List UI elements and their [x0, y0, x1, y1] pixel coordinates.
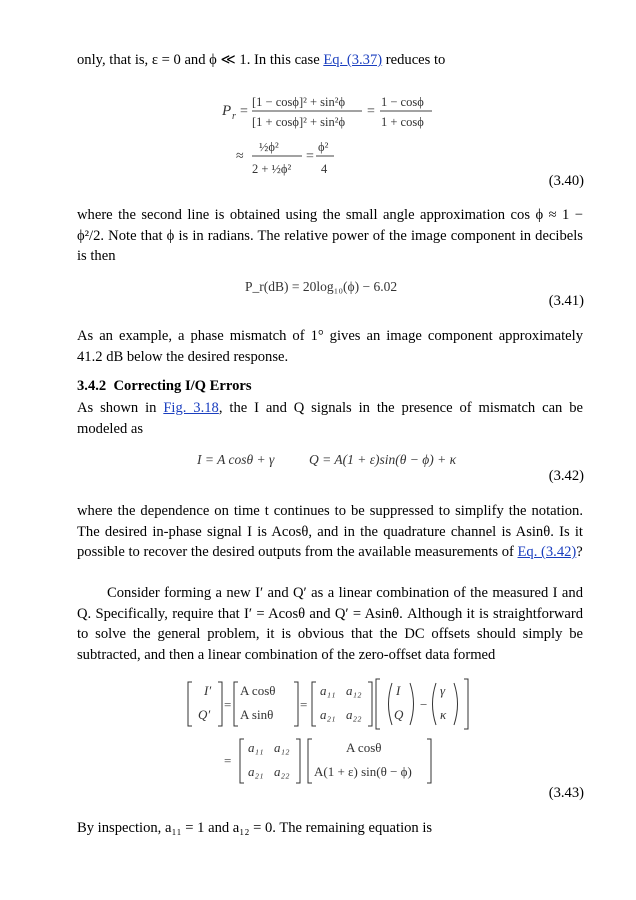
- eq-gamma: γ: [440, 683, 446, 698]
- svg-text:A cosθ: A cosθ: [346, 740, 382, 755]
- svg-text:=: =: [300, 697, 308, 712]
- fig-3-18-link[interactable]: Fig. 3.18: [163, 400, 219, 416]
- model-text-end: , the I and Q signals in the presence of mismatch can be modeled as: [77, 400, 584, 437]
- eq-frac4-num: ϕ²: [318, 140, 329, 154]
- eq-frac4-den: 4: [321, 162, 328, 176]
- eq-frac3-num: ½ϕ²: [259, 140, 279, 154]
- model-text: As shown in: [77, 400, 164, 416]
- eq-number-3-40: (3.40): [548, 173, 584, 189]
- svg-text:=: =: [240, 104, 248, 119]
- svg-text:−: −: [420, 697, 428, 712]
- eq-number-3-41: (3.41): [548, 293, 584, 309]
- eq-a12: a₁₂: [346, 683, 362, 698]
- model-paragraph: [77, 398, 583, 439]
- equation-3-42: [197, 449, 487, 471]
- eq-lhs-p: P: [222, 103, 232, 119]
- eq-q: Q: [394, 707, 404, 722]
- eq-number-3-42: (3.42): [548, 468, 584, 484]
- eq-3-37-link[interactable]: Eq. (3.37): [323, 52, 383, 68]
- dependence-text-end: ?: [576, 544, 583, 560]
- dependence-paragraph: [77, 501, 583, 563]
- eq-number-3-43: (3.43): [548, 785, 584, 801]
- dependence-text: where the dependence on time t continues to be suppressed to simplify the notation. The desired in-phase signal I is Acosθ, and in the quadrature channel is Asinθ. Is it possible to recover the desired outputs from the available measurements of: [77, 503, 583, 560]
- svg-text:=: =: [224, 697, 232, 712]
- eq-3-41-text: P_r(dB) = 20log₁₀(ϕ) − 6.02: [245, 279, 398, 294]
- equation-3-41: [245, 276, 425, 298]
- svg-text:a₁₂: a₁₂: [274, 740, 290, 755]
- eq-3-42-right: Q = A(1 + ε)sin(θ − ϕ) + κ: [309, 452, 457, 467]
- equation-3-40: [222, 87, 442, 187]
- intro-text: only, that is, ε = 0 and ϕ ≪ 1. In this case: [77, 52, 324, 68]
- eq-a21: a₂₁: [320, 707, 336, 722]
- eq-q-expr: A(1 + ε) sin(θ − ϕ): [314, 764, 412, 779]
- section-heading: [77, 378, 252, 395]
- svg-text:=: =: [224, 753, 232, 768]
- eq-a11: a₁₁: [320, 683, 336, 698]
- small-angle-paragraph: where the second line is obtained using the small angle approximation cos ϕ ≈ 1 − ϕ²/2. Note that ϕ is in radians. The relative power of the image component in decibels is then: [77, 207, 583, 264]
- eq-frac2-num: 1 − cosϕ: [381, 95, 424, 109]
- eq-q-prime: Q′: [198, 707, 211, 722]
- svg-text:a₁₁: a₁₁: [248, 740, 264, 755]
- intro-line: [77, 50, 583, 71]
- intro-text-end: reduces to: [382, 52, 446, 68]
- eq-frac1-num: [1 − cosϕ]² + sin²ϕ: [252, 95, 346, 109]
- svg-text:a₂₁: a₂₁: [248, 764, 264, 779]
- example-paragraph: As an example, a phase mismatch of 1° gives an image component approximately 41.2 dB below the desired response.: [77, 328, 583, 365]
- eq-3-42-left: I = A cosθ + γ: [197, 452, 275, 467]
- svg-text:a₂₂: a₂₂: [274, 764, 290, 779]
- eq-kappa: κ: [440, 707, 447, 722]
- eq-lhs-sub: r: [232, 111, 236, 122]
- eq-acos: A cosθ: [240, 683, 276, 698]
- inspection-paragraph: By inspection, a₁₁ = 1 and a₁₂ = 0. The remaining equation is: [77, 820, 433, 836]
- consider-paragraph: [77, 583, 583, 665]
- eq-i-prime: I′: [204, 683, 212, 698]
- svg-text:=: =: [306, 149, 314, 164]
- consider-text: Consider forming a new I′ and Q′ as a linear combination of the measured I and Q. Specifically, require that I′ = Acosθ and Q′ = Asinθ. Although it is straightforward to solve the general problem, it is obvious that the DC offsets should simply be subtracted, and then a linear combination of the zero-offset data formed: [77, 585, 583, 663]
- section-title: Correcting I/Q Errors: [113, 378, 252, 394]
- section-number: 3.4.2: [77, 378, 107, 394]
- eq-frac2-den: 1 + cosϕ: [381, 115, 424, 129]
- eq-asin: A sinθ: [240, 707, 274, 722]
- eq-a22: a₂₂: [346, 707, 362, 722]
- eq-3-42-link[interactable]: Eq. (3.42): [517, 544, 577, 560]
- equation-3-43: [186, 679, 486, 789]
- eq-frac1-den: [1 + cosϕ]² + sin²ϕ: [252, 115, 346, 129]
- eq-frac3-den: 2 + ½ϕ²: [252, 162, 292, 176]
- svg-text:=: =: [367, 104, 375, 119]
- eq-i: I: [396, 683, 401, 698]
- svg-text:≈: ≈: [236, 149, 244, 164]
